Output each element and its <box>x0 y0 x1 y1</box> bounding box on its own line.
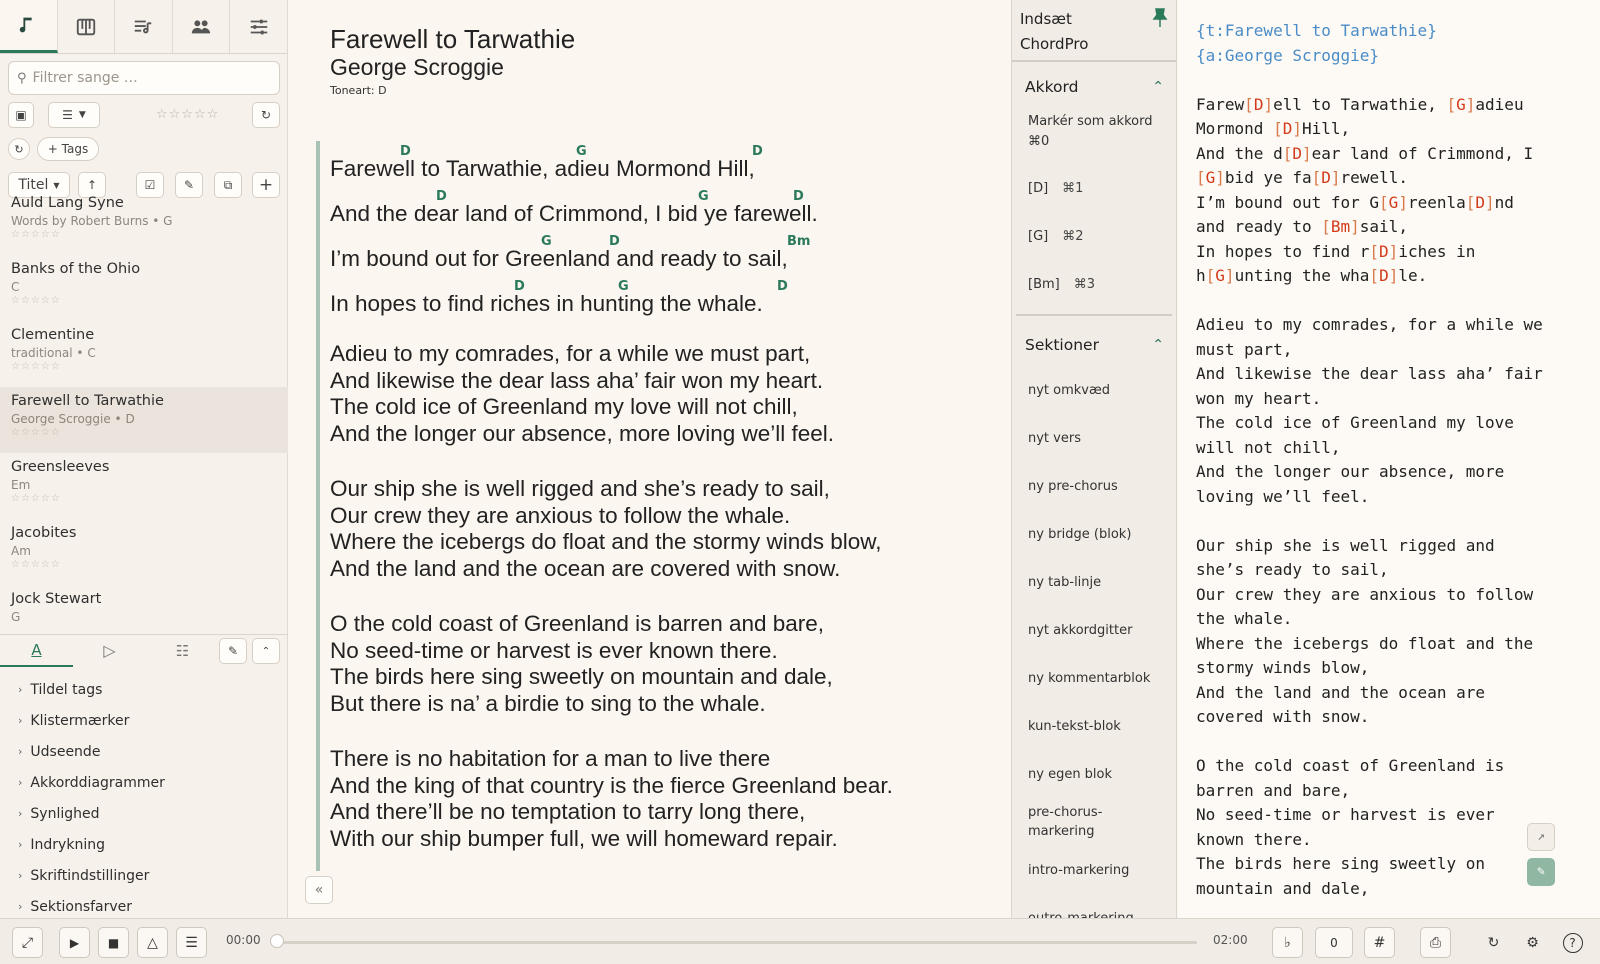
rating-filter[interactable]: ☆☆☆☆☆ <box>156 107 220 122</box>
play-circle-icon: ▷ <box>103 641 116 660</box>
song-artist: George Scroggie <box>330 54 504 80</box>
section-label: ny tab-linje <box>1028 574 1102 590</box>
time-current: 00:00 <box>226 933 261 947</box>
pencil-icon: ✎ <box>183 178 195 192</box>
chord-section-title: Akkord <box>1025 78 1079 96</box>
editor-line[interactable]: barren and bare, <box>1196 780 1351 800</box>
edit-settings-button[interactable] <box>219 638 247 664</box>
chevron-right-icon: › <box>18 869 23 882</box>
verse <box>330 341 893 447</box>
text-format-icon: A <box>31 640 42 659</box>
song-key: Toneart: D <box>330 84 387 97</box>
insert-chorus[interactable] <box>1012 366 1176 414</box>
expand-arrows-icon: ⤢ <box>21 934 34 951</box>
section-label: ny pre-chorus <box>1028 478 1118 494</box>
tab-settings[interactable] <box>230 0 287 53</box>
chevron-right-icon: › <box>18 714 23 727</box>
chevron-right-icon: › <box>18 776 23 789</box>
import-button[interactable] <box>8 102 34 128</box>
editor-line[interactable]: the whale. <box>1196 609 1293 628</box>
chevron-right-icon: › <box>18 838 23 851</box>
refresh-button[interactable] <box>252 102 280 128</box>
settings-button <box>1517 927 1548 958</box>
time-total: 02:00 <box>1213 933 1248 947</box>
song-rating[interactable]: ☆☆☆☆☆ <box>11 493 61 504</box>
song-rating[interactable]: ☆☆☆☆☆ <box>11 427 61 438</box>
chord[interactable]: D <box>609 234 620 249</box>
list-icon: ☰ <box>62 108 73 122</box>
section-label: kun-tekst-blok <box>1028 718 1121 734</box>
fullscreen-button[interactable] <box>12 927 43 958</box>
song-title: Greensleeves <box>11 459 110 475</box>
play-button[interactable] <box>59 927 90 958</box>
lyric-line: And the land and the ocean are covered with snow. <box>330 555 841 581</box>
sync-icon[interactable]: ↻ <box>1487 934 1500 951</box>
settings-label: Akkorddiagrammer <box>30 774 165 791</box>
pencil-icon: ✎ <box>1537 863 1545 879</box>
lyric-line: With our ship bumper full, we will homeward repair. <box>330 825 838 851</box>
archive-icon: ▣ <box>15 108 27 122</box>
chord[interactable]: G <box>576 144 587 159</box>
insert-text-only-block[interactable] <box>1012 702 1176 750</box>
song-title: Farewell to Tarwathie <box>11 393 164 409</box>
directive-line[interactable]: {t:Farewell to Tarwathie} <box>1196 21 1437 40</box>
view-mode-dropdown[interactable] <box>48 102 100 128</box>
insert-chordpro-panel <box>1011 0 1177 918</box>
song-list <box>0 195 288 630</box>
section-label: intro-markering <box>1028 862 1130 878</box>
chord[interactable]: D <box>400 144 411 159</box>
lyric-line: O the cold coast of Greenland is barren and bare, <box>330 611 825 636</box>
editor-line[interactable]: The birds here sing sweetly on <box>1196 854 1485 873</box>
people-icon <box>190 16 212 38</box>
lyric-line: The birds here sing sweetly on mountain and dale, <box>330 664 833 689</box>
lyric-line: Our crew they are anxious to follow the whale. <box>330 502 791 528</box>
editor-content[interactable] <box>1196 19 1596 901</box>
chevron-right-icon: › <box>18 745 23 758</box>
song-title: Farewell to Tarwathie <box>330 24 576 54</box>
section-label: ny egen blok <box>1028 766 1113 782</box>
copy-icon: ⧉ <box>223 177 233 192</box>
chevron-up-icon: ⌃ <box>1152 337 1164 353</box>
editor-line[interactable]: Our ship she is well rigged and <box>1196 535 1495 555</box>
insert-pre-chorus-marker[interactable] <box>1012 798 1122 846</box>
chord-line <box>330 185 893 230</box>
tab-instruments[interactable] <box>58 0 116 53</box>
song-item-clementine[interactable] <box>0 321 288 387</box>
collapse-panel-button[interactable] <box>252 638 280 664</box>
blank-line[interactable] <box>1196 68 1596 93</box>
playlist-icon <box>132 16 154 38</box>
editor-line[interactable]: loving we’ll feel. <box>1196 486 1370 506</box>
edit-mode-button[interactable] <box>1527 858 1555 886</box>
song-subtitle: Am <box>11 544 31 558</box>
panel-tabs <box>0 634 288 666</box>
settings-item[interactable] <box>0 829 288 860</box>
section-label: ny bridge (blok) <box>1028 526 1132 542</box>
song-view <box>289 0 1010 918</box>
song-item-farewell-to-tarwathie[interactable] <box>0 387 288 453</box>
insert-custom-block[interactable] <box>1012 750 1176 798</box>
flat-icon: ♭ <box>1284 934 1291 951</box>
insert-verse[interactable] <box>1012 414 1176 462</box>
player-bar <box>0 918 1600 964</box>
gear-icon[interactable]: ⚙ <box>1526 934 1539 951</box>
directive-line[interactable]: {a:George Scroggie} <box>1196 45 1380 65</box>
chord-shortcut: ⌘1 <box>1062 180 1084 196</box>
settings-label: Udseende <box>30 743 101 760</box>
collapse-sidebar-button[interactable] <box>305 876 333 904</box>
lyric-line: There is no habitation for a man to live there <box>330 746 771 771</box>
insert-pre-chorus[interactable] <box>1012 462 1176 510</box>
mark-as-chord-button[interactable] <box>1012 108 1176 164</box>
pin-icon[interactable] <box>1152 8 1168 28</box>
song-item-jacobites[interactable] <box>0 519 288 585</box>
editor-line[interactable]: mountain and dale, <box>1196 878 1370 898</box>
editor-line[interactable]: covered with snow. <box>1196 707 1370 726</box>
keyboard-icon: ☷ <box>175 641 190 660</box>
editor-line[interactable]: she’s ready to sail, <box>1196 560 1389 579</box>
song-sidebar <box>0 0 288 918</box>
song-subtitle: Em <box>11 478 31 492</box>
expand-icon: ↗ <box>1537 828 1545 844</box>
lyric-line: The cold ice of Greenland my love will not chill, <box>330 394 798 419</box>
refresh-small-icon: ↻ <box>14 142 24 156</box>
song-title: Banks of the Ohio <box>11 261 141 277</box>
metronome-icon: △ <box>147 934 158 951</box>
arrow-up-icon: ↑ <box>86 178 98 192</box>
transpose-value[interactable] <box>1315 927 1353 958</box>
verse <box>330 476 893 582</box>
keyboard-icon <box>75 16 97 38</box>
section-label: pre-chorus-markering <box>1028 805 1103 839</box>
song-subtitle: G <box>11 610 21 624</box>
verse <box>330 746 893 852</box>
chord-label: [Bm] <box>1028 276 1060 292</box>
tab-people[interactable] <box>173 0 231 53</box>
song-rating[interactable]: ☆☆☆☆☆ <box>11 295 61 306</box>
song-rating[interactable]: ☆☆☆☆☆ <box>11 559 61 570</box>
section-label: nyt omkvæd <box>1028 382 1111 398</box>
chord[interactable]: G <box>541 234 552 249</box>
editor-line[interactable]: Farew[D]ell to Tarwathie, [G]adieu <box>1196 94 1524 114</box>
song-title: Clementine <box>11 327 95 343</box>
sections-header[interactable] <box>1012 324 1176 366</box>
chord[interactable]: Bm <box>787 234 811 249</box>
editor-line[interactable]: Adieu to my comrades, for a while we <box>1196 315 1543 334</box>
tab-keyboard[interactable] <box>146 635 219 667</box>
help-icon[interactable]: ? <box>1563 933 1583 953</box>
settings-list <box>0 674 288 922</box>
tab-playback[interactable] <box>73 635 146 667</box>
song-subtitle: C <box>11 280 20 294</box>
insert-chord-d[interactable] <box>1012 164 1176 212</box>
metronome-button[interactable] <box>137 927 168 958</box>
tab-setlists[interactable] <box>115 0 173 53</box>
sections-title: Sektioner <box>1025 336 1099 354</box>
divider <box>1016 314 1172 316</box>
sort-label: Titel <box>18 177 49 193</box>
mark-chord-shortcut: ⌘0 <box>1028 134 1050 149</box>
editor-line[interactable]: h[G]unting the wha[D]le. <box>1196 266 1428 285</box>
double-chevron-left-icon: « <box>314 882 324 898</box>
settings-label: Indrykning <box>30 836 105 853</box>
editor-line[interactable]: And the d[D]ear land of Crimmond, I <box>1196 143 1534 163</box>
section-label: nyt akkordgitter <box>1028 622 1133 638</box>
chevron-right-icon: › <box>18 807 23 820</box>
editor-line[interactable]: and ready to [Bm]sail, <box>1196 217 1408 236</box>
editor-line[interactable]: And likewise the dear lass aha’ fair <box>1196 364 1543 383</box>
music-note-icon <box>17 14 39 36</box>
tab-text-format[interactable] <box>0 635 73 667</box>
chord[interactable]: D <box>436 189 447 204</box>
editor-line[interactable]: I’m bound out for G[G]reenla[D]nd <box>1196 192 1514 212</box>
lyrics <box>330 140 893 852</box>
sharp-icon: # <box>1373 934 1386 951</box>
lyric-line: And the longer our absence, more loving we’ll feel. <box>330 420 835 446</box>
playback-settings-button[interactable] <box>176 927 207 958</box>
reload-tags-button[interactable] <box>8 138 30 160</box>
editor-line[interactable] <box>1196 730 1596 755</box>
search-icon: ⚲ <box>17 70 27 86</box>
chevron-down-icon: ▼ <box>78 110 86 120</box>
section-label: nyt vers <box>1028 430 1081 446</box>
insert-chord-g[interactable] <box>1012 212 1176 260</box>
pencil-icon: ✎ <box>227 644 239 658</box>
chevron-up-icon: ⌃ <box>261 645 271 657</box>
sliders-icon <box>248 16 270 38</box>
transpose-label: 0 <box>1330 935 1338 950</box>
song-item-auld-lang-syne[interactable] <box>0 189 288 255</box>
editor-line[interactable]: In hopes to find r[D]iches in <box>1196 241 1476 261</box>
settings-item[interactable] <box>0 736 288 767</box>
insert-chord-grid[interactable] <box>1012 606 1176 654</box>
chord[interactable]: D <box>793 189 804 204</box>
tab-songs[interactable] <box>0 0 58 53</box>
chord-label: [G] <box>1028 228 1049 244</box>
top-navigation <box>0 0 287 54</box>
tags-label: + Tags <box>47 142 89 156</box>
progress-handle[interactable] <box>270 934 284 948</box>
tags-button[interactable] <box>37 137 99 161</box>
chevron-right-icon: › <box>18 683 23 696</box>
settings-label: Skriftindstillinger <box>30 867 150 884</box>
settings-item[interactable] <box>0 767 288 798</box>
settings-label: Synlighed <box>30 805 100 822</box>
editor-line[interactable]: No seed-time or harvest is ever <box>1196 805 1495 824</box>
chord-shortcut: ⌘3 <box>1073 276 1096 292</box>
chord[interactable]: D <box>777 279 788 294</box>
chord[interactable]: G <box>698 189 709 204</box>
progress-track[interactable] <box>277 941 1197 944</box>
settings-label: Sektionsfarver <box>30 898 133 915</box>
chord[interactable]: D <box>514 279 525 294</box>
lyric-line: But there is na’ a birdie to sing to the whale. <box>330 690 766 716</box>
insert-panel-header <box>1012 0 1176 62</box>
insert-panel-title: Indsæt ChordPro <box>1020 10 1089 53</box>
printer-icon: ⎙ <box>1429 934 1442 951</box>
editor-line[interactable] <box>1196 509 1596 534</box>
song-title: Jacobites <box>11 525 77 541</box>
editor-line[interactable]: Mormond [D]Hill, <box>1196 119 1351 138</box>
stop-icon: ■ <box>107 935 120 950</box>
settings-item[interactable] <box>0 674 288 705</box>
plus-icon: + <box>258 175 274 195</box>
transpose-sharp-button[interactable] <box>1364 927 1395 958</box>
insert-intro-marker[interactable] <box>1012 846 1176 894</box>
section-label: ny kommentarblok <box>1028 670 1151 686</box>
song-subtitle: George Scroggie • D <box>11 412 135 426</box>
lyric-text: In hopes to find riches in hunting the whale. <box>330 291 763 316</box>
chordpro-editor[interactable] <box>1178 0 1600 918</box>
song-subtitle: traditional • C <box>11 346 96 360</box>
lyric-line: And the king of that country is the fierce Greenland bear. <box>330 772 893 798</box>
mark-chord-label: Markér som akkord <box>1028 114 1153 129</box>
editor-line[interactable]: Where the icebergs do float and the <box>1196 633 1534 653</box>
settings-label: Klistermærker <box>30 712 130 729</box>
lyric-line: No seed-time or harvest is ever known there. <box>330 637 778 663</box>
editor-line[interactable]: stormy winds blow, <box>1196 658 1370 677</box>
song-item-greensleeves[interactable] <box>0 453 288 519</box>
song-filter[interactable] <box>8 61 280 95</box>
settings-label: Tildel tags <box>30 681 103 698</box>
editor-line[interactable]: won my heart. <box>1196 388 1322 408</box>
editor-line[interactable]: [G]bid ye fa[D]rewell. <box>1196 168 1408 187</box>
lyric-text: I’m bound out for Greenland and ready to sail, <box>330 246 788 271</box>
chord-line <box>330 140 893 185</box>
chord-label: [D] <box>1028 180 1049 196</box>
stop-button[interactable] <box>98 927 129 958</box>
song-title: Jock Stewart <box>11 591 102 607</box>
song-rating[interactable]: ☆☆☆☆☆ <box>11 229 61 240</box>
search-input[interactable] <box>33 70 263 86</box>
insert-bridge[interactable] <box>1012 510 1176 558</box>
insert-chord-bm[interactable] <box>1012 260 1176 308</box>
lyric-line: And there’ll be no temptation to tarry long there, <box>330 799 806 824</box>
chord-line <box>330 275 893 320</box>
lyric-line: Where the icebergs do float and the stormy winds blow, <box>330 529 882 554</box>
insert-tab-line[interactable] <box>1012 558 1176 606</box>
insert-comment-block[interactable] <box>1012 654 1176 702</box>
chord[interactable]: D <box>752 144 763 159</box>
chevron-up-icon: ⌃ <box>1152 79 1164 95</box>
lyric-line: And likewise the dear lass aha’ fair won my heart. <box>330 367 824 393</box>
sync-button <box>1478 927 1509 958</box>
chord-section-header[interactable] <box>1012 66 1176 108</box>
song-title: Auld Lang Syne <box>11 195 124 211</box>
expand-editor-button[interactable] <box>1527 823 1555 851</box>
song-item-banks-of-the-ohio[interactable] <box>0 255 288 321</box>
checklist-icon: ☑ <box>144 178 156 192</box>
help-button <box>1557 927 1588 958</box>
settings-item[interactable] <box>0 798 288 829</box>
chord-line <box>330 230 893 275</box>
editor-line[interactable]: will not chill, <box>1196 437 1341 457</box>
editor-line[interactable]: O the cold coast of Greenland is <box>1196 756 1505 775</box>
transpose-flat-button[interactable] <box>1272 927 1303 958</box>
editor-line[interactable]: Our crew they are anxious to follow <box>1196 584 1534 604</box>
verse <box>330 611 893 717</box>
chevron-right-icon: › <box>18 900 23 913</box>
section-bar <box>316 141 320 871</box>
song-rating[interactable]: ☆☆☆☆☆ <box>11 361 61 372</box>
editor-line[interactable]: And the longer our absence, more <box>1196 462 1505 481</box>
lyric-text: And the dear land of Crimmond, I bid ye farewell. <box>330 201 818 226</box>
editor-line[interactable]: And the land and the ocean are <box>1196 682 1485 702</box>
editor-line[interactable]: must part, <box>1196 339 1293 359</box>
settings-item[interactable] <box>0 860 288 891</box>
settings-item[interactable] <box>0 705 288 736</box>
lyric-line: Our ship she is well rigged and she’s ready to sail, <box>330 476 830 501</box>
sliders-icon: ☰ <box>185 934 198 951</box>
lyric-text: Farewell to Tarwathie, adieu Mormond Hill, <box>330 156 755 181</box>
editor-line[interactable] <box>1196 289 1596 314</box>
chord-shortcut: ⌘2 <box>1062 228 1084 244</box>
print-button[interactable] <box>1420 927 1451 958</box>
song-subtitle: Words by Robert Burns • G <box>11 214 173 228</box>
lyric-line: Adieu to my comrades, for a while we must part, <box>330 341 811 366</box>
editor-line[interactable]: known there. <box>1196 829 1312 849</box>
play-icon: ▶ <box>69 935 80 950</box>
refresh-icon: ↻ <box>260 108 272 122</box>
editor-line[interactable]: The cold ice of Greenland my love <box>1196 413 1514 432</box>
chord[interactable]: G <box>618 279 629 294</box>
chevron-down-icon: ▼ <box>53 180 60 190</box>
